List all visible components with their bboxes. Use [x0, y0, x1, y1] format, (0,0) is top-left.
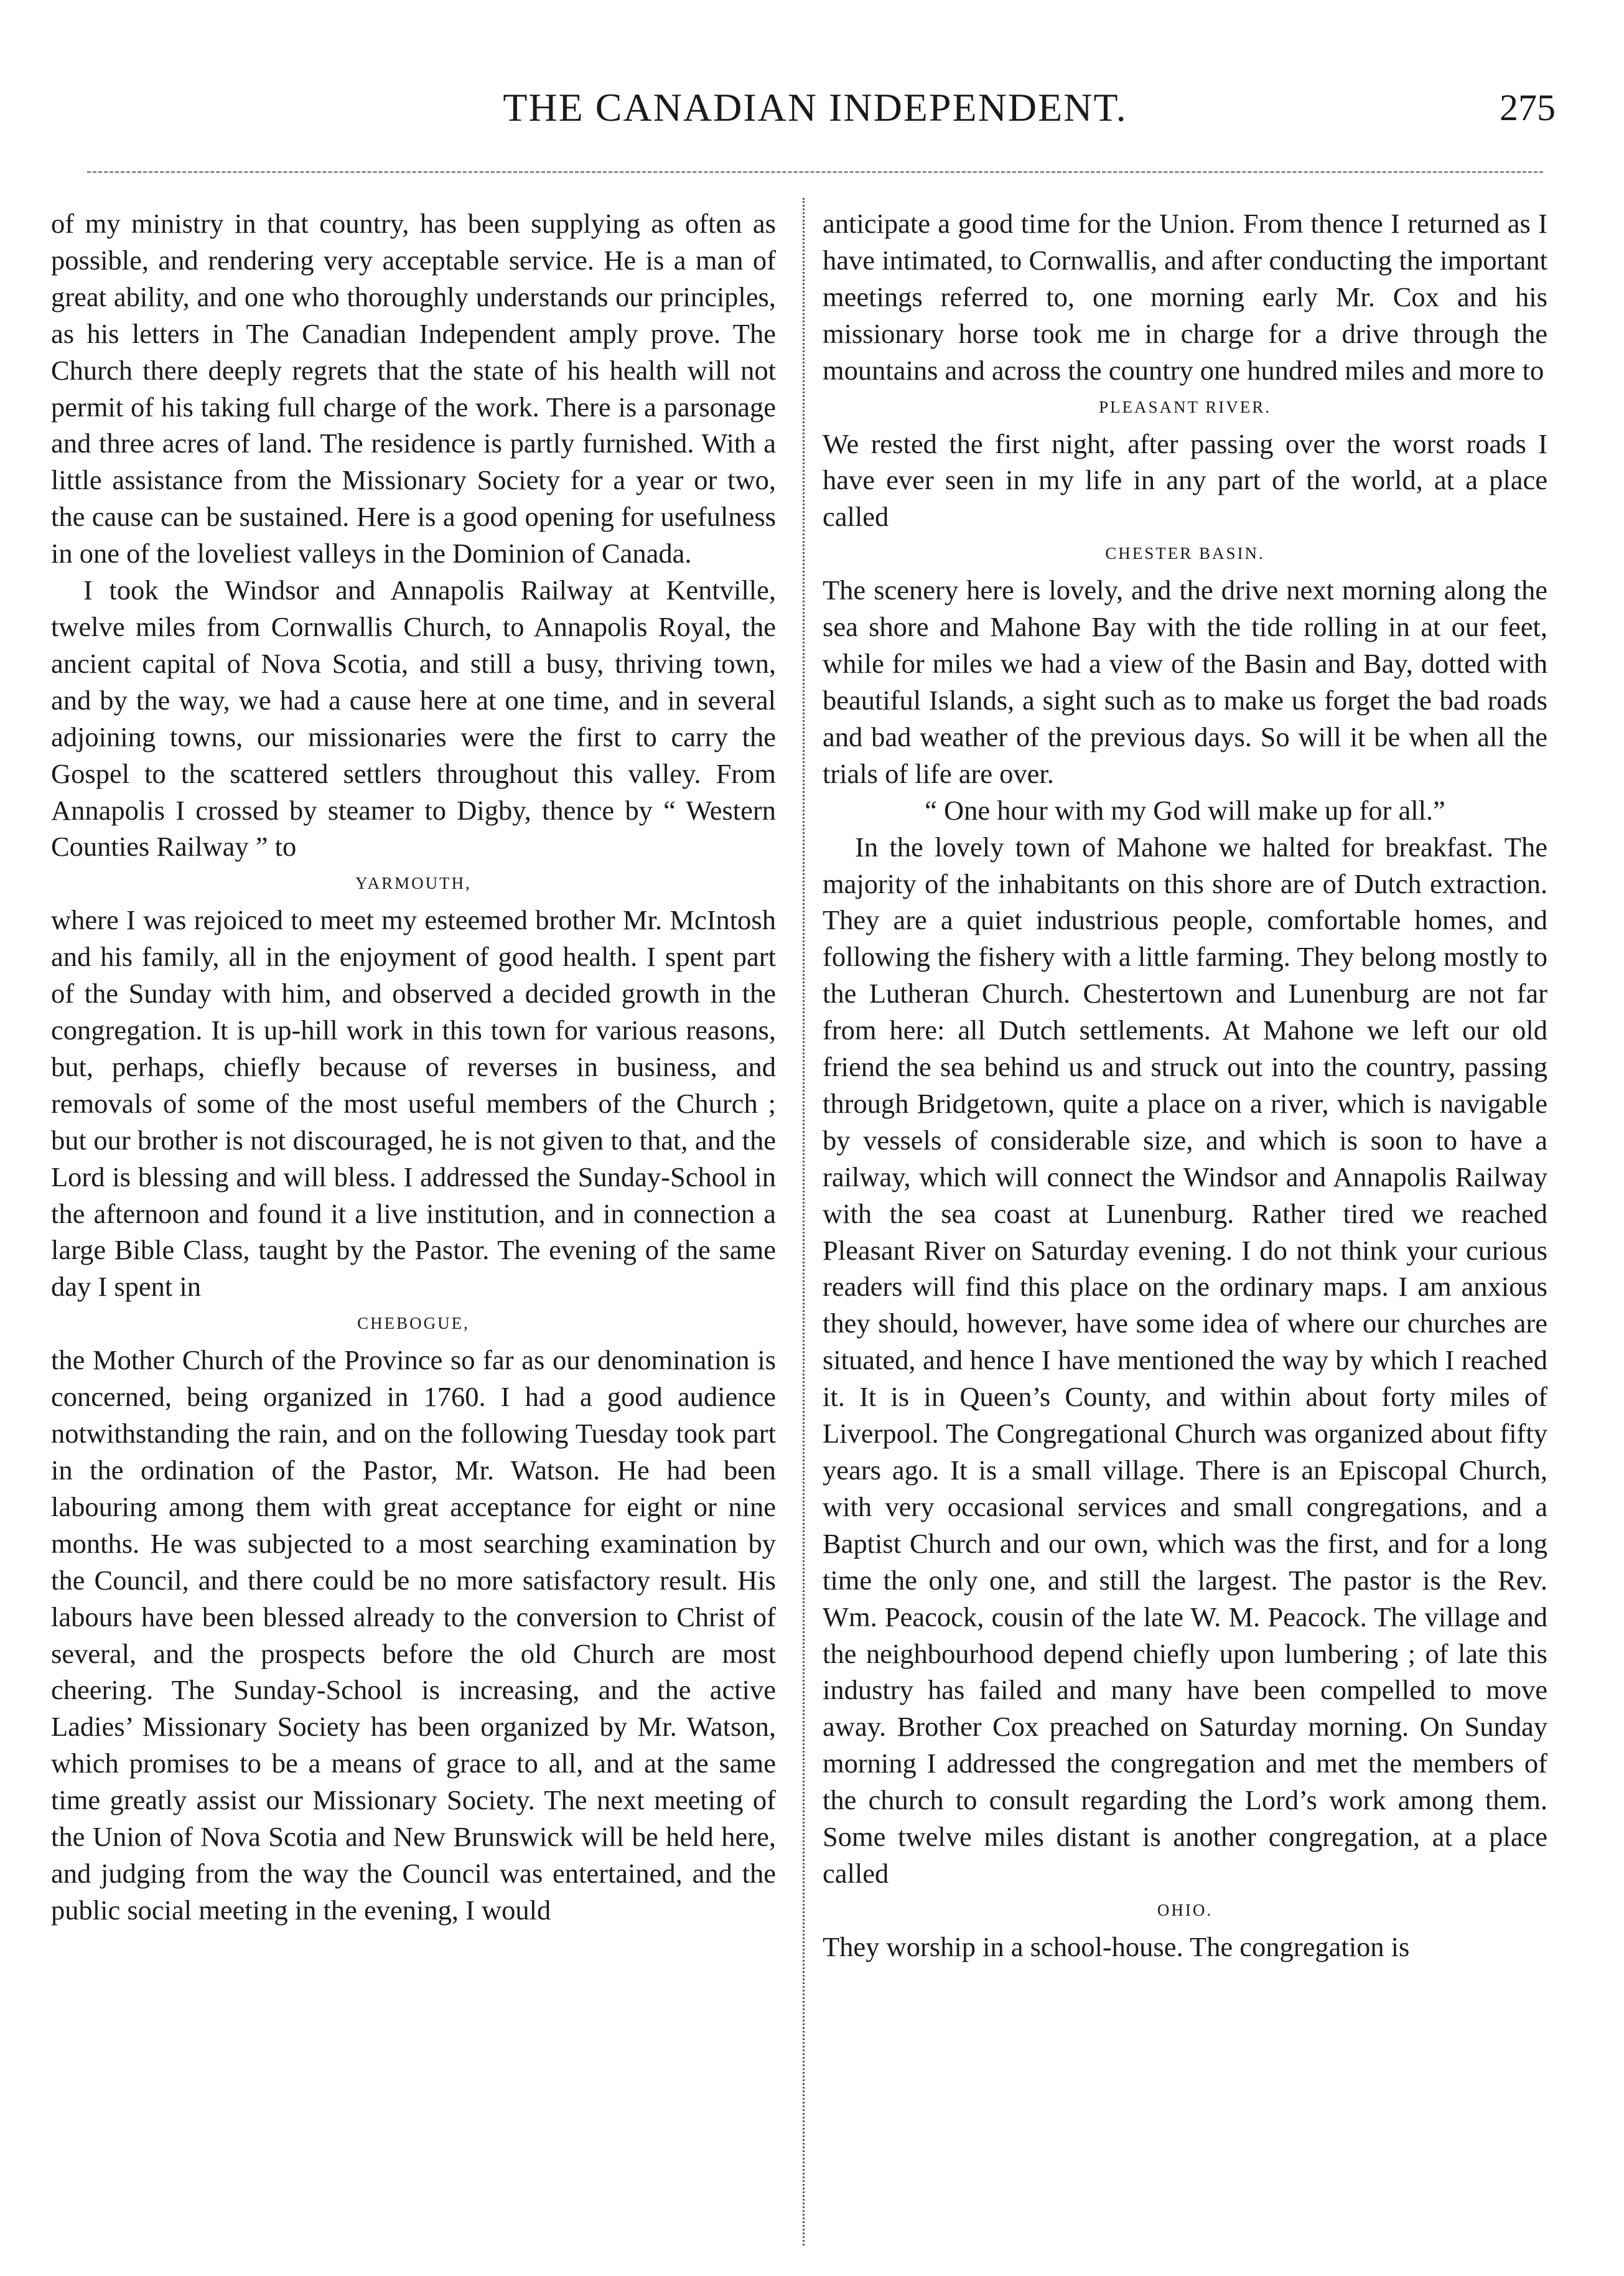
paragraph-scenery: The scenery here is lovely, and the drive next morning along the sea shore and Mahone Bay with the tide rolling in at our feet, while for miles we had a view of the Basin and Bay, dotted with beautiful Islands, a sight such as to make us forget the bad roads and bad weather of the previous days. So will it be when all the trials of life are over. [823, 574, 1547, 789]
paragraph-yarmouth: where I was rejoiced to meet my esteemed brother Mr. McIntosh and his family, all in the enjoyment of good health. I spent part of the Sunday with him, and observed a decided growth in the congregation. It is up-hill work in this town for various reasons, but, perhaps, chiefly because of reverses in business, and removals of some of the most useful members of the Church ; but our brother is not discouraged, he is not given to that, and the Lord is blessing and will bless. I addressed the Sunday-School in the afternoon and found it a live institution, and in connection a large Bible Class, taught by the Pastor. The evening of the same day I spent in [51, 904, 776, 1303]
paragraph-chebogue: the Mother Church of the Province so far as our denomination is concerned, being organized in 1760. I had a good audience notwithstanding the rain, and on the following Tuesday took part in the ordination of the Pastor, Mr. Watson. He had been labouring among them with great acceptance for eight or nine months. He was subjected to a most searching examination by the Council, and there could be no more satisfactory result. His labours have been blessed already to the conversion to Christ of several, and the prospects before the old Church are most cheering. The Sunday-School is increasing, and the active Ladies’ Missionary Society has been organized by Mr. Watson, which promises to be a means of grace to all, and at the same time greatly assist our Missionary Society. The next meeting of the Union of Nova Scotia and New Brunswick will be held here, and judging from the way the Council was entertained, and the public social meeting in the evening, I would [51, 1344, 776, 1926]
heading-chester-basin: CHESTER BASIN. [1105, 544, 1265, 563]
column-divider [803, 198, 805, 2246]
paragraph-windsor-annapolis: I took the Windsor and Annapolis Railway at Kentville, twelve miles from Cornwallis Church, to Annapolis Royal, the ancient capital of Nova Scotia, and still a busy, thriving town, and by the way, we had a cause here at one time, and in several adjoining towns, our missionaries were the first to carry the Gospel to the scattered settlers throughout this valley. From Annapolis I crossed by steamer to Digby, thence by “ Western Counties Railway ” to [51, 574, 776, 863]
running-title: THE CANADIAN INDEPENDENT. [503, 85, 1127, 129]
paragraph-union-anticipation: anticipate a good time for the Union. From thence I returned as I have intimated, to Cornwallis, and after conducting the important meetings referred to, one morning early Mr. Cox and his missionary horse took me in charge for a drive through the mountains and across the country one hundred miles and more to [823, 208, 1547, 386]
paragraph-first-night: We rested the first night, after passing over the worst roads I have ever seen in my life in any part of the world, at a place called [823, 428, 1547, 533]
right-column [823, 205, 1547, 2241]
paragraph-school-house: They worship in a school-house. The congregation is [823, 1931, 1410, 1962]
header-rule [87, 171, 1543, 173]
heading-chebogue: CHEBOGUE, [357, 1314, 470, 1333]
paragraph-mahone: In the lovely town of Mahone we halted for breakfast. The majority of the inhabitants on this shore are of Dutch extraction. They are a quiet industrious people, comfortable homes, and following the fishery with a little farming. They belong mostly to the Lutheran Church. Chestertown and Lunenburg are not far from here: all Dutch settlements. At Mahone we left our old friend the sea behind us and struck out into the country, passing through Bridgetown, quite a place on a river, which is navigable by vessels of considerable size, and which is soon to have a railway, which will connect the Windsor and Annapolis Railway with the sea coast at Lunenburg. Rather tired we reached Pleasant River on Saturday evening. I do not think your curious readers will find this place on the ordinary maps. I am anxious they should, however, have some idea of where our churches are situated, and hence I have mentioned the way by which I reached it. It is in Queen’s County, and within about forty miles of Liverpool. The Congregational Church was organized about fifty years ago. It is a small village. There is an Episcopal Church, with very occasional services and small congregations, and a Baptist Church and our own, which was the first, and for a long time the only one, and still the largest. The pastor is the Rev. Wm. Peacock, cousin of the late W. M. Peacock. The village and the neighbourhood depend chiefly upon lumbering ; of late this industry has failed and many have been compelled to move away. Brother Cox preached on Saturday morning. On Sunday morning I addressed the congregation and met the members of the church to consult regarding the Lord’s work among them. Some twelve miles distant is another congregation, at a place called [823, 831, 1547, 1889]
paragraph-ministry-continued: of my ministry in that country, has been supplying as often as possible, and rendering very acceptable service. He is a man of great ability, and one who thoroughly understands our principles, as his letters in The Canadian Independent amply prove. The Church there deeply regrets that the state of his health will not permit of his taking full charge of the work. There is a parsonage and three acres of land. The residence is partly furnished. With a little assistance from the Missionary Society for a year or two, the cause can be sustained. Here is a good opening for usefulness in one of the loveliest valleys in the Dominion of Canada. [51, 208, 776, 569]
quote-one-hour: “ One hour with my God will make up for all.” [925, 794, 1445, 826]
page-header [75, 73, 1556, 142]
page-number: 275 [1500, 87, 1556, 128]
heading-pleasant-river: PLEASANT RIVER. [1098, 397, 1272, 416]
heading-yarmouth: YARMOUTH, [355, 874, 472, 893]
heading-ohio: OHIO. [1157, 1900, 1213, 1919]
left-column [51, 205, 776, 2241]
